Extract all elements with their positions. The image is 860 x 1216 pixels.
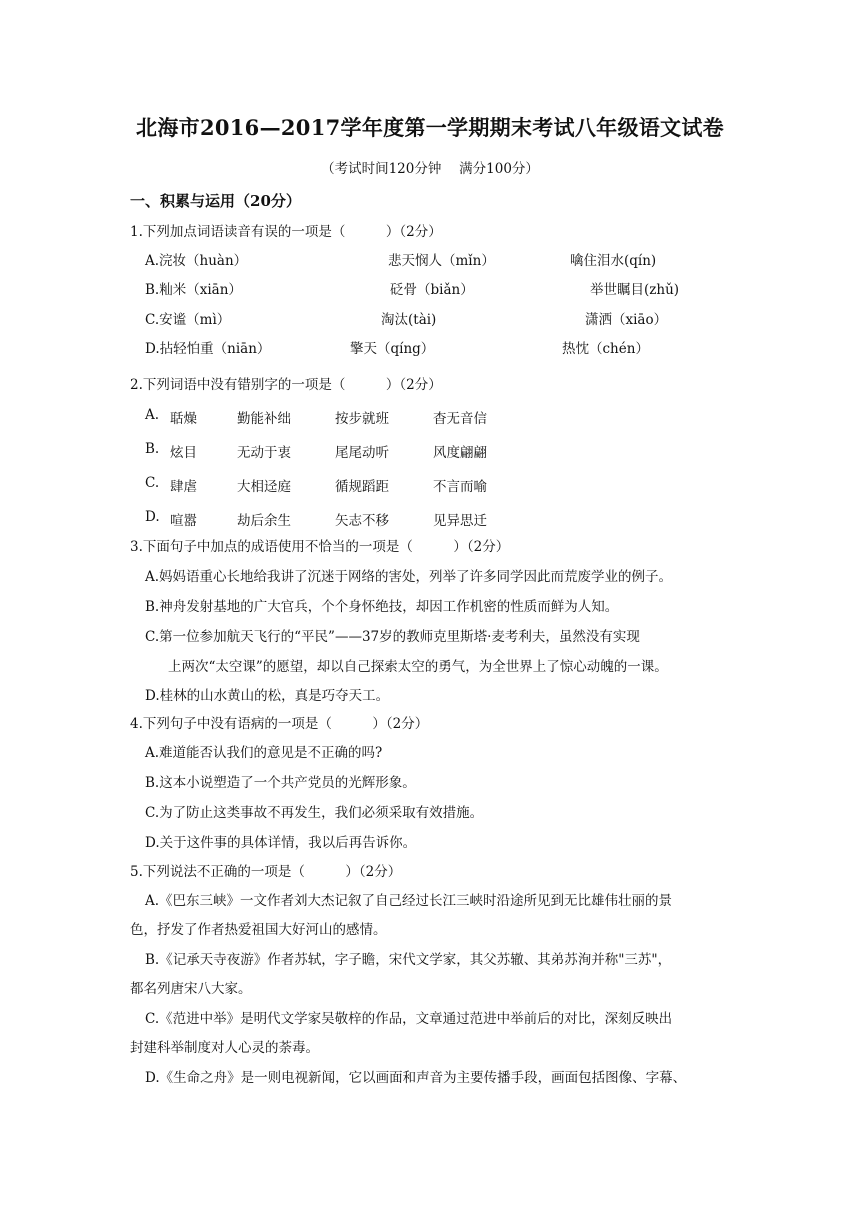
q2-option-d-word-2: 劫后余生: [237, 513, 291, 529]
q2-option-d-letter: D.: [145, 509, 160, 525]
q2-option-a-word-4: 杳无音信: [433, 411, 487, 427]
q4-option-d: D.关于这件事的具体详情，我以后再告诉你。: [145, 835, 417, 851]
q5-option-d-line-1: D.《生命之舟》是一则电视新闻，它以画面和声音为主要传播手段，画面包括图像、字幕、: [145, 1070, 687, 1086]
q1-option-a-1: A.浣妆（huàn）: [145, 253, 248, 269]
q2-option-d-word-4: 见异思迁: [433, 513, 487, 529]
q1-option-d-2: 擎天（qíng）: [350, 341, 435, 357]
q3-option-a: A.妈妈语重心长地给我讲了沉迷于网络的害处，列举了许多同学因此而荒废学业的例子。: [145, 569, 673, 585]
q1-option-c-1: C.安谧（mì）: [145, 312, 231, 328]
q1-option-d-3: 热忱（chén）: [562, 341, 649, 357]
q1-option-c-2: 淘汰(tài): [381, 312, 437, 328]
q5-option-a-line-1: A.《巴东三峡》一文作者刘大杰记叙了自己经过长江三峡时沿途所见到无比雄伟壮丽的景: [145, 893, 673, 909]
q2-option-c-word-3: 循规蹈距: [335, 479, 389, 495]
section-heading: 一、积累与运用（20分）: [130, 192, 301, 210]
page-title: 北海市2016—2017学年度第一学期期末考试八年级语文试卷: [136, 115, 724, 140]
q4-option-c: C.为了防止这类事故不再发生，我们必须采取有效措施。: [145, 805, 484, 821]
q5-option-b-line-2: 都名列唐宋八大家。: [130, 981, 252, 997]
q5-option-c-line-2: 封建科举制度对人心灵的荼毒。: [130, 1040, 319, 1056]
q2-option-c-word-1: 肆虐: [170, 479, 197, 495]
q1-option-a-2: 悲天悯人（mǐn）: [388, 253, 495, 269]
q1-option-c-3: 潇洒（xiāo）: [585, 312, 668, 328]
q2-option-b-word-4: 风度翩翩: [433, 445, 487, 461]
q3-option-c-line-2: 上两次“太空课”的愿望，却以自己探索太空的勇气，为全世界上了惊心动魄的一课。: [168, 659, 668, 675]
q2-option-a-letter: A.: [145, 407, 160, 423]
q5-option-c-line-1: C.《范进中举》是明代文学家吴敬梓的作品，文章通过范进中举前后的对比，深刻反映出: [145, 1011, 673, 1027]
q1-option-b-1: B.籼米（xiān）: [145, 282, 242, 298]
q3-option-c-line-1: C.第一位参加航天飞行的“平民”——37岁的教师克里斯塔·麦考利夫，虽然没有实现: [145, 629, 640, 645]
q2-option-d-word-1: 喧嚣: [170, 513, 197, 529]
q1-option-b-2: 砭骨（biǎn）: [390, 282, 474, 298]
q1-option-a-3: 噙住泪水(qín): [570, 253, 657, 269]
q2-option-a-word-2: 勤能补绌: [237, 411, 291, 427]
q2-option-b-word-2: 无动于衷: [237, 445, 291, 461]
question-1-stem: 1.下列加点词语读音有误的一项是（ ）（2分）: [130, 224, 442, 240]
q3-option-b: B.神舟发射基地的广大官兵，个个身怀绝技，却因工作机密的性质而鲜为人知。: [145, 599, 619, 615]
question-4-stem: 4.下列句子中没有语病的一项是（ ）（2分）: [130, 716, 429, 732]
q2-option-b-word-3: 尾尾动听: [335, 445, 389, 461]
question-2-stem: 2.下列词语中没有错别字的一项是（ ）（2分）: [130, 377, 442, 393]
q4-option-b: B.这本小说塑造了一个共产党员的光辉形象。: [145, 775, 416, 791]
question-3-stem: 3.下面句子中加点的成语使用不恰当的一项是（ ）（2分）: [130, 539, 510, 555]
question-5-stem: 5.下列说法不正确的一项是（ ）（2分）: [130, 864, 402, 880]
q5-option-a-line-2: 色，抒发了作者热爱祖国大好河山的感情。: [130, 922, 387, 938]
q3-option-d: D.桂林的山水黄山的松，真是巧夺天工。: [145, 688, 390, 704]
q4-option-a: A.难道能否认我们的意见是不正确的吗?: [145, 745, 383, 761]
q1-option-d-1: D.拈轻怕重（niān）: [145, 341, 271, 357]
q2-option-a-word-1: 聒燥: [170, 411, 197, 427]
q2-option-c-word-4: 不言而喻: [433, 479, 487, 495]
q2-option-c-letter: C.: [145, 475, 160, 491]
q1-option-b-3: 举世瞩目(zhǔ): [590, 282, 680, 298]
exam-info: （考试时间120分钟 满分100分）: [321, 161, 539, 177]
q5-option-b-line-1: B.《记承天寺夜游》作者苏轼，字子瞻，宋代文学家，其父苏辙、其弟苏洵并称"三苏"，: [145, 952, 672, 968]
q2-option-a-word-3: 按步就班: [335, 411, 389, 427]
q2-option-b-word-1: 炫目: [170, 445, 197, 461]
q2-option-b-letter: B.: [145, 441, 160, 457]
q2-option-c-word-2: 大相迳庭: [237, 479, 291, 495]
q2-option-d-word-3: 矢志不移: [335, 513, 389, 529]
